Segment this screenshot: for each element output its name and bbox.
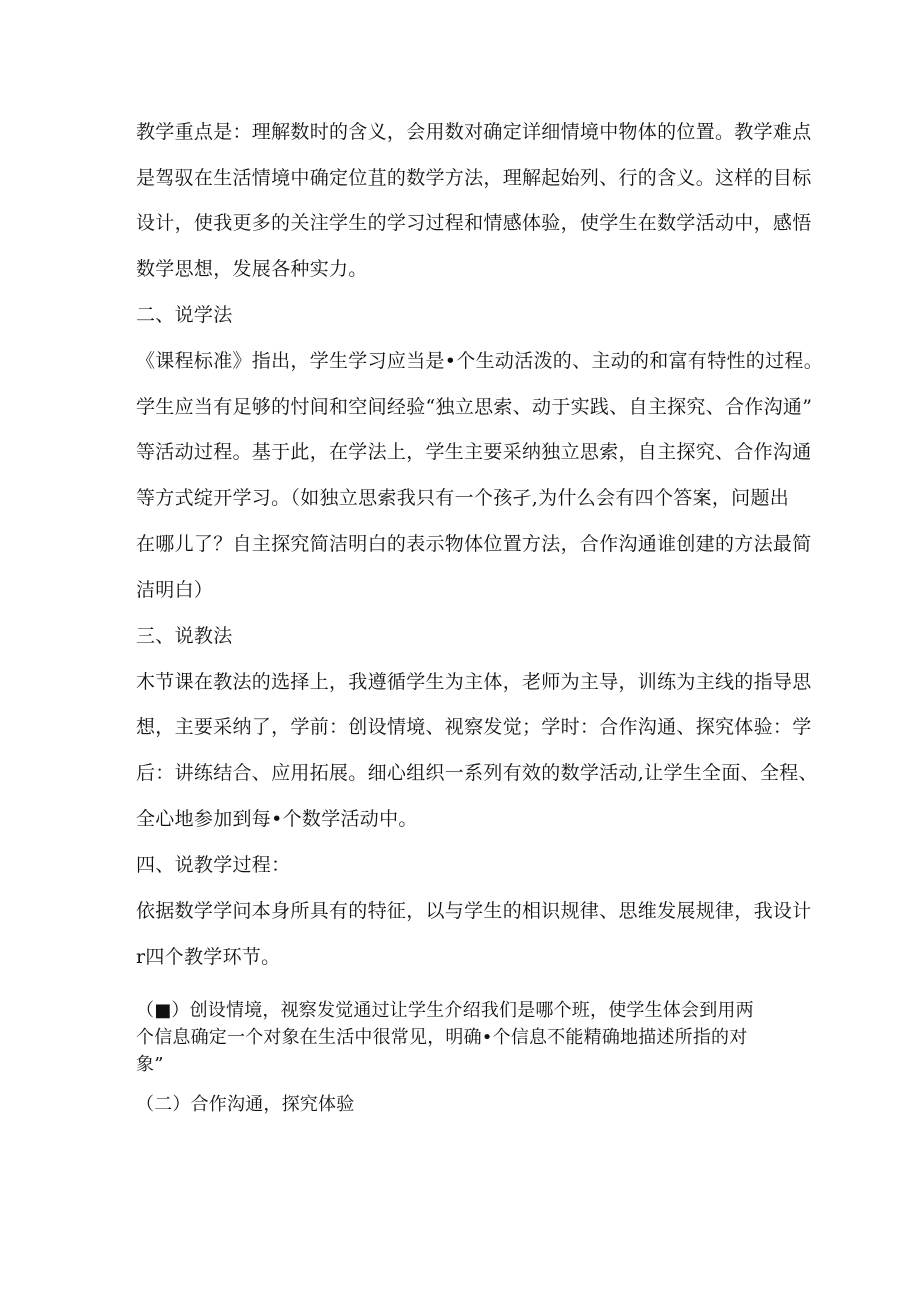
paragraph-line: 设计，使我更多的关注学生的学习过程和情感体验，使学生在数学活动中，感悟 bbox=[136, 212, 812, 234]
paragraph-line: 《课程标准》指出，学生学习应当是•个生动活泼的、主动的和富有特性的过程。 bbox=[136, 350, 824, 372]
paragraph-line: 依据数学学问本身所具有的特征，以与学生的相识规律、思维发展规律，我设计 bbox=[136, 900, 812, 922]
paragraph-line: 个信息确定一个对象在生活中很常见，明确•个信息不能精确地描述所指的对 bbox=[136, 1027, 748, 1048]
section-heading-teaching-method: 三、说教法 bbox=[136, 625, 233, 647]
paragraph-line: 象” bbox=[136, 1054, 164, 1075]
paragraph-line: 学生应当有足够的忖间和空间经验“独立思索、动于实践、自主探究、合作沟通” bbox=[136, 396, 813, 418]
paragraph-line: 是驾驭在生活情境中确定位苴的数学方法，理解起始列、行的含义。这样的目标 bbox=[136, 167, 812, 189]
paragraph-line: 想，主要采纳了，学前：创设情境、视察发觉；学时：合作沟通、探究体验：学 bbox=[136, 716, 812, 738]
paragraph-line: 等活动过程。基于此，在学法上，学生主要采纳独立思索，自主探究、合作沟通 bbox=[136, 441, 812, 463]
paragraph-line: （■）创设情境，视察发觉通过让学生介绍我们是哪个班，使学生体会到用两 bbox=[136, 1000, 754, 1021]
section-heading-study-method: 二、说学法 bbox=[136, 304, 233, 326]
paragraph-line: 等方式绽开学习。（如独立思索我只有一个孩孑,为什么会有四个答案，问题出 bbox=[136, 487, 790, 509]
subsection-heading-cooperation: （二）合作沟通，探究体验 bbox=[136, 1094, 355, 1115]
paragraph-line: 洁明白） bbox=[136, 579, 214, 601]
paragraph-line: 在哪儿了？自主探究简洁明白的表示物体位置方法，合作沟通谁创建的方法最简 bbox=[136, 533, 812, 555]
paragraph-line: 全心地参加到每•个数学活动中。 bbox=[136, 808, 418, 830]
paragraph-line: r四个教学环节。 bbox=[136, 946, 281, 968]
paragraph-line: 教学重点是：理解数时的含义，会用数对确定详细情境中物体的位置。教学难点 bbox=[136, 121, 812, 143]
paragraph-line: 木节课在教法的选择上，我遵循学生为主体，老师为主导，训练为主线的指导思 bbox=[136, 671, 812, 693]
section-heading-teaching-process: 四、说教学过程： bbox=[136, 854, 291, 876]
paragraph-line: 后：讲练结合、应用拓展。细心组织一系列有效的数学活动,让学生全面、全程、 bbox=[136, 762, 818, 784]
paragraph-line: 数学思想，发展各种实力。 bbox=[136, 258, 368, 280]
